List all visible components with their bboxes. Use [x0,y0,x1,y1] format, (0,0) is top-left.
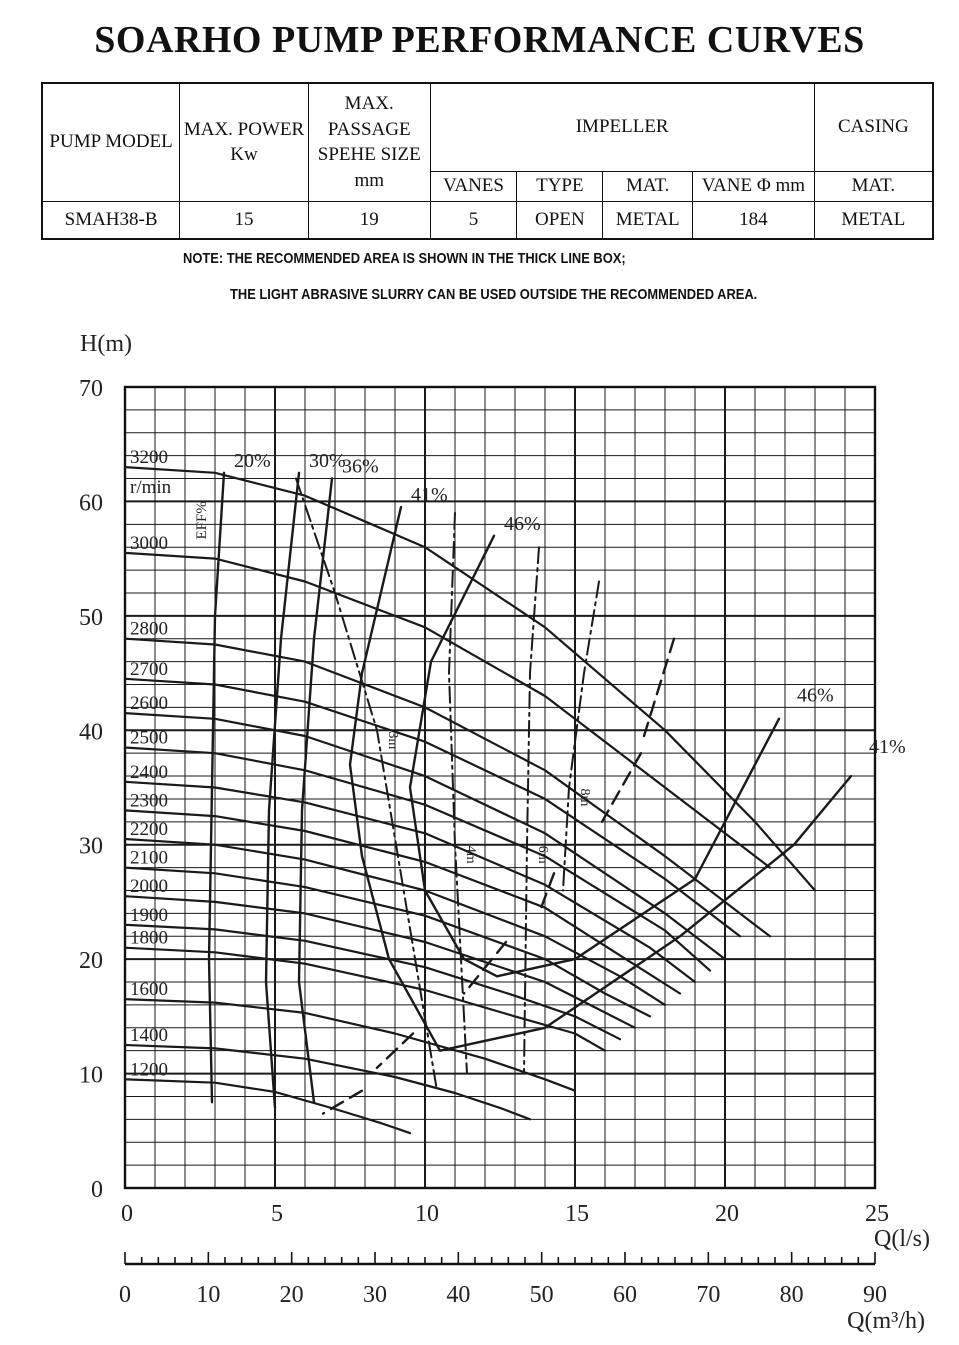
x2-tick-label: 50 [529,1282,554,1308]
x-axis-label: Q(l/s) [874,1226,930,1252]
header-casing-mat: MAT. [814,171,933,201]
cell-type: OPEN [517,201,603,239]
x2-tick-label: 10 [196,1282,221,1308]
y-tick-label: 10 [79,1062,103,1089]
efficiency-label-20pct: 20% [234,449,271,472]
speed-label-2300: 2300 [130,790,168,812]
head-curve-1200 [125,1079,410,1133]
head-curve-3200 [125,467,815,890]
speed-label-1400: 1400 [130,1024,168,1046]
y-tick-label: 40 [79,719,103,746]
header-impeller-mat: MAT. [603,171,693,201]
efficiency-label-36pct: 36% [342,455,379,478]
y-tick-label: 60 [79,490,103,517]
speed-label-2500: 2500 [130,727,168,749]
speed-label-2000: 2000 [130,876,168,898]
x2-tick-label: 70 [696,1282,721,1308]
right-efficiency-label: 46% [797,684,834,707]
x-tick-label: 10 [415,1201,439,1227]
grid [125,387,875,1188]
x2-tick-label: 40 [446,1282,471,1308]
y-tick-label: 50 [79,604,103,631]
efficiency-label-41pct: 41% [411,484,448,507]
header-vane-diameter: VANE Φ mm [693,171,815,201]
chart-labels [130,447,906,1080]
head-curve-2100 [125,868,650,1017]
plot-border [125,387,875,1188]
x-tick-label: 5 [271,1201,283,1227]
cell-max-power: 15 [180,201,309,239]
x-tick-label: 15 [565,1201,589,1227]
x-tick-label: 0 [121,1201,133,1227]
header-max-power: MAX. POWER Kw [180,83,309,201]
head-curve-3000 [125,553,770,868]
cell-vanes: 5 [430,201,517,239]
header-max-passage: MAX. PASSAGE SPEHE SIZE mm [308,83,430,201]
cell-casing-mat: METAL [814,201,933,239]
y-tick-label: 30 [79,833,103,860]
npsh-label-8m: 8m [577,788,592,807]
speed-label-2700: 2700 [130,658,168,680]
efficiency-label-30pct: 30% [309,449,346,472]
npsh-label-4m: 4m [463,845,478,864]
note-line-2: THE LIGHT ABRASIVE SLURRY CAN BE USED OUTSIDE THE RECOMMENDED AREA. [230,286,758,303]
speed-label-1600: 1600 [130,979,168,1001]
x2-tick-label: 90 [863,1282,887,1308]
x-tick-label: 25 [865,1201,889,1227]
y-tick-label: 20 [79,948,103,975]
y-tick-label: 70 [79,376,103,402]
header-impeller: IMPELLER [430,83,814,171]
cell-vane-diameter: 184 [693,201,815,239]
note-line-1: NOTE: THE RECOMMENDED AREA IS SHOWN IN THE THICK LINE BOX; [183,250,626,267]
head-curve-1600 [125,999,575,1090]
efficiency-axis-label: EFF% [194,501,210,540]
efficiency-curve-46pct [410,536,779,977]
npsh-curve-6m [524,547,539,1073]
cell-max-passage: 19 [308,201,430,239]
head-curves [125,467,815,1133]
speed-label-1900: 1900 [130,904,168,926]
cell-pump-model: SMAH38-B [42,201,180,239]
x2-tick-label: 0 [119,1282,131,1308]
right-efficiency-label: 41% [869,736,906,759]
speed-label-2400: 2400 [130,761,168,783]
power-lines [323,639,674,1114]
page-title: SOARHO PUMP PERFORMANCE CURVES [94,19,865,61]
cell-impeller-mat: METAL [603,201,693,239]
speed-unit-label: r/min [130,477,172,499]
x2-tick-label: 20 [279,1282,304,1308]
header-casing: CASING [814,83,933,171]
x2-axis-label: Q(m³/h) [847,1308,925,1334]
npsh-label-3m: 3m [385,731,400,750]
header-vanes: VANES [430,171,517,201]
npsh-label-6m: 6m [535,845,550,864]
speed-label-2200: 2200 [130,818,168,840]
axes [79,331,930,1334]
speed-label-1200: 1200 [130,1059,168,1081]
speed-label-3200: 3200 [130,447,168,469]
speed-label-2600: 2600 [130,693,168,715]
y-axis-label: H(m) [80,331,132,357]
speed-label-2800: 2800 [130,618,168,640]
x-tick-label: 20 [715,1201,739,1227]
x2-tick-label: 30 [363,1282,387,1308]
header-type: TYPE [517,171,603,201]
speed-label-1800: 1800 [130,927,168,949]
efficiency-label-46pct: 46% [504,512,541,535]
power-line [644,639,674,736]
x2-tick-label: 80 [779,1282,804,1308]
y-tick-label: 0 [91,1177,103,1203]
speed-label-2100: 2100 [130,847,168,869]
speed-label-3000: 3000 [130,532,168,554]
header-pump-model: PUMP MODEL [42,83,180,201]
x2-tick-label: 60 [613,1282,637,1308]
